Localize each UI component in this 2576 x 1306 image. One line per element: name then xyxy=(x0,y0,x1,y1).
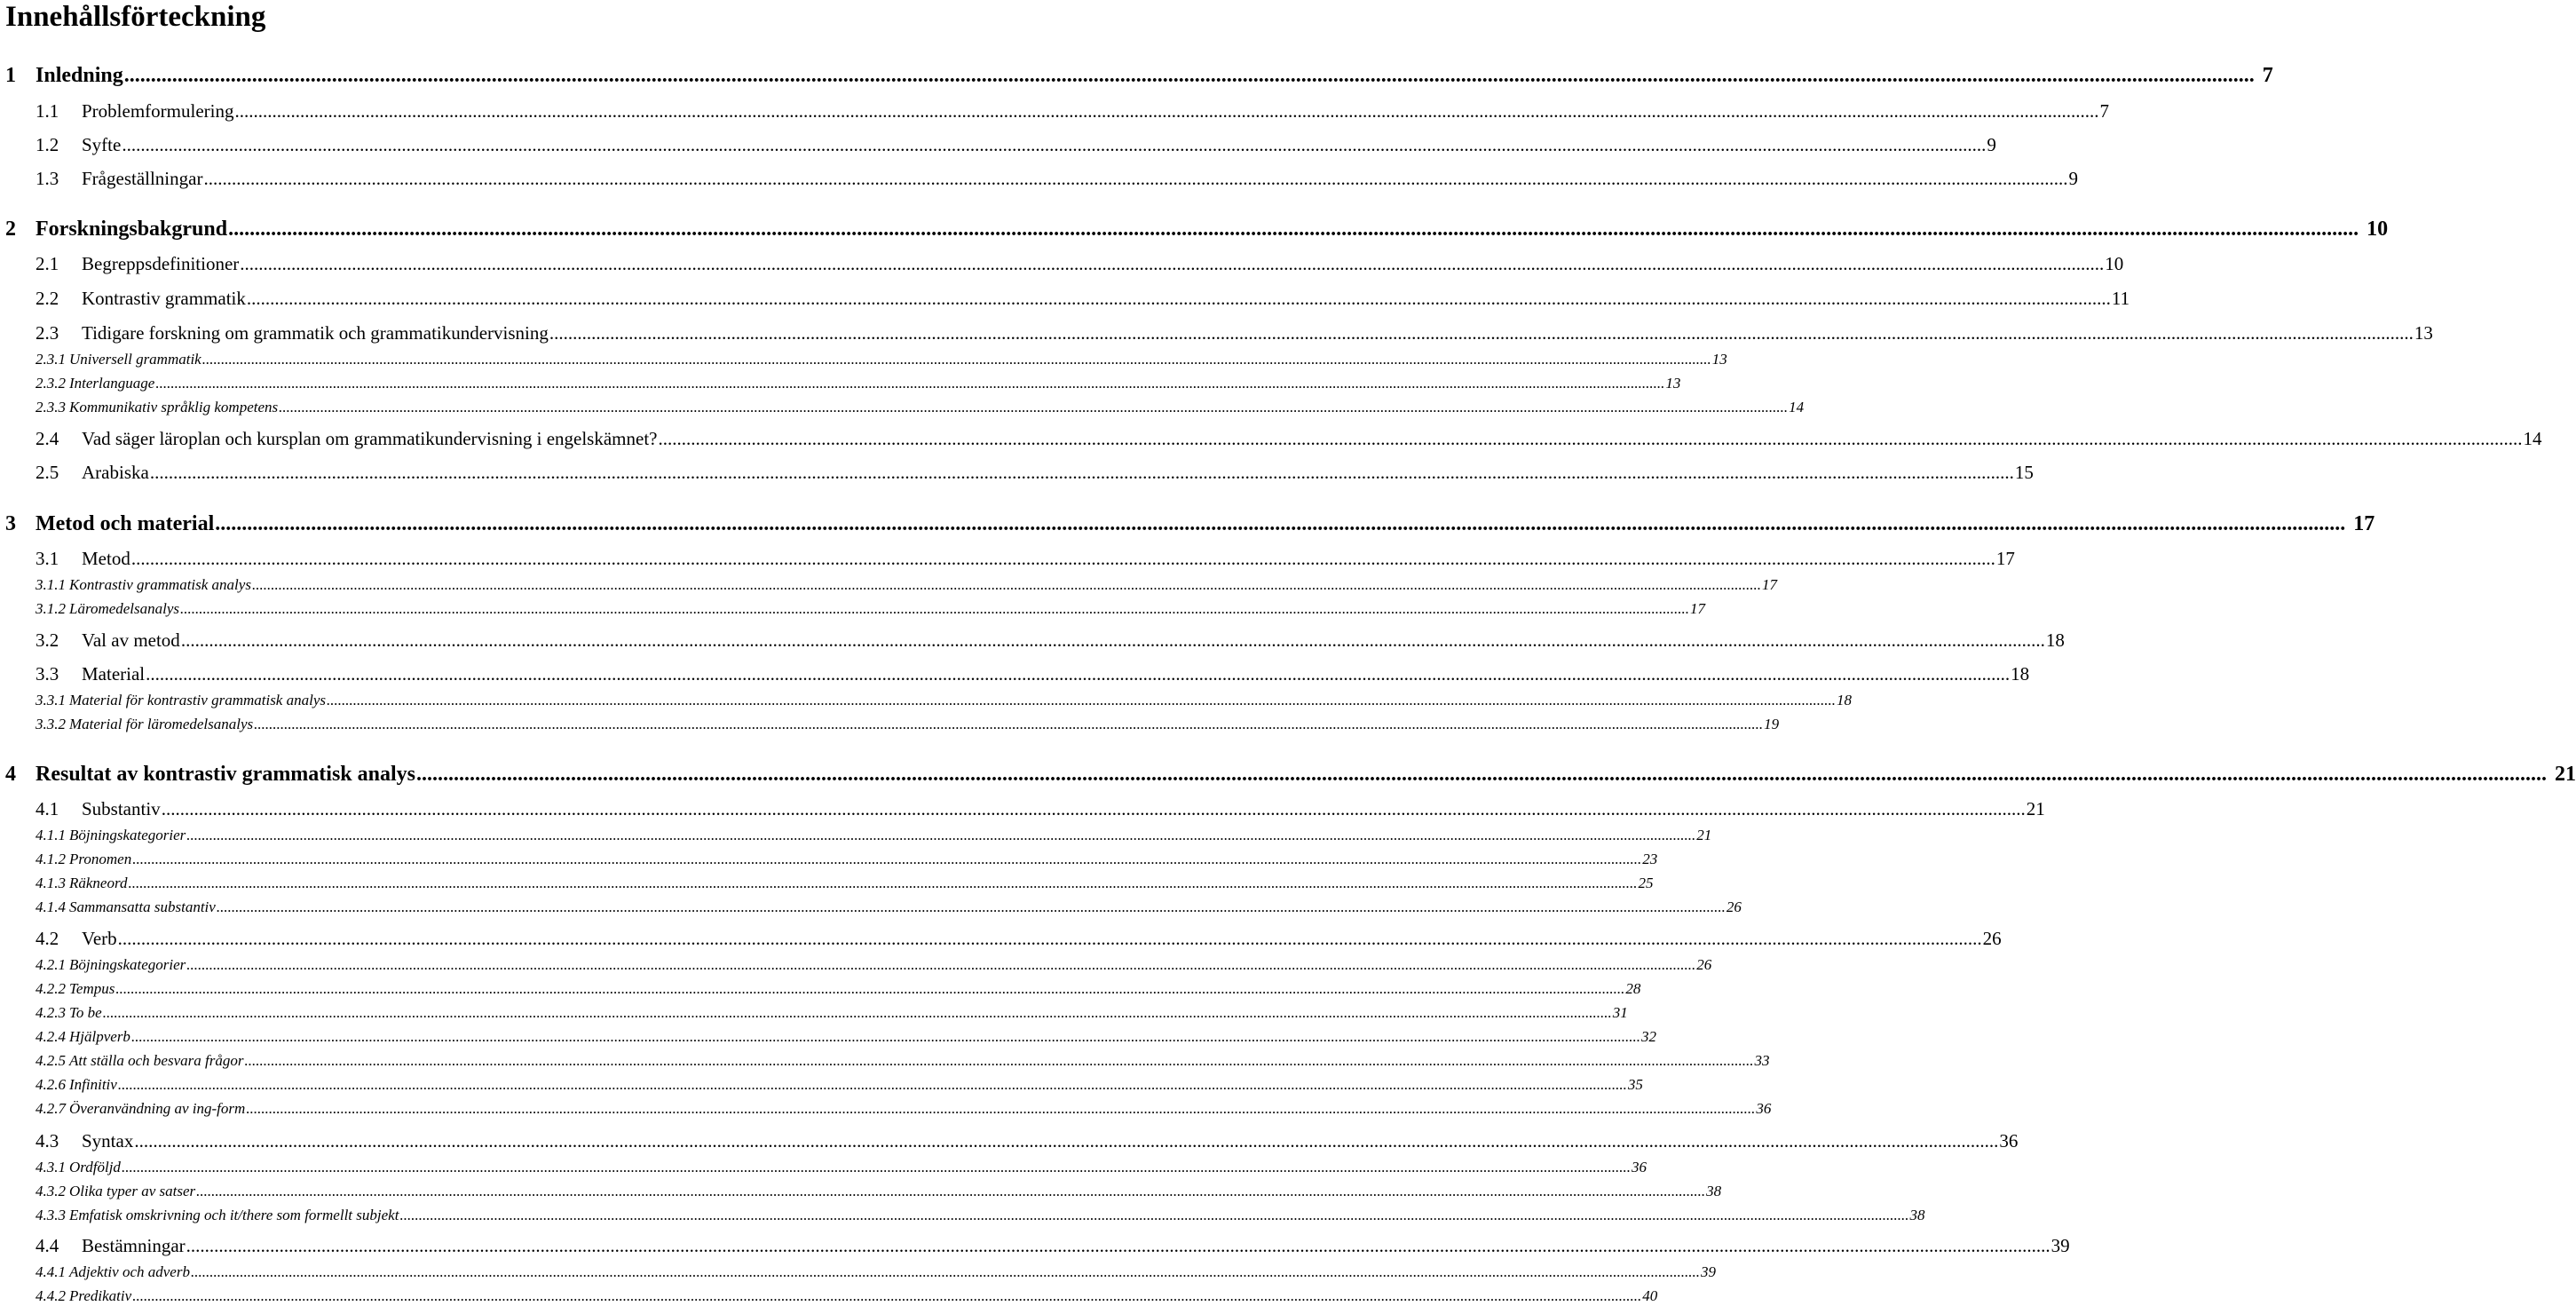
toc-entry-title: Infinitiv xyxy=(69,1076,117,1093)
toc-entry[interactable] xyxy=(0,287,2130,310)
toc-entry-number: 4.4.2 xyxy=(36,1287,66,1304)
toc-leader-dots: ................................................................................................................................................................................................................................................................................................................................................................................................................ xyxy=(161,798,2026,819)
toc-entry-page: 38 xyxy=(1706,1183,1722,1199)
toc-leader-dots: ................................................................................................................................................................................................................................................................................................................................................................................................................ xyxy=(196,1183,1706,1199)
toc-leader-dots: ................................................................................................................................................................................................................................................................................................................................................................................................................ xyxy=(117,1076,1627,1093)
toc-entry-page: 18 xyxy=(2045,629,2065,651)
toc-entry-number: 3 xyxy=(5,512,16,535)
toc-entry[interactable] xyxy=(0,216,2389,242)
toc-entry[interactable] xyxy=(0,1129,2019,1152)
toc-entry-page: 14 xyxy=(2523,428,2542,449)
toc-entry-title: Tidigare forskning om grammatik och grammatikundervisning xyxy=(82,322,549,344)
toc-entry[interactable] xyxy=(0,99,2109,123)
toc-entry[interactable] xyxy=(0,1234,2070,1257)
toc-entry-number: 4.3.3 xyxy=(36,1207,66,1223)
toc-leader-dots: ................................................................................................................................................................................................................................................................................................................................................................................................................ xyxy=(190,1263,1700,1280)
toc-entry[interactable] xyxy=(0,927,2002,950)
toc-leader-dots: ................................................................................................................................................................................................................................................................................................................................................................................................................ xyxy=(130,548,1995,569)
toc-leader-dots: ................................................................................................................................................................................................................................................................................................................................................................................................................ xyxy=(326,692,1836,708)
toc-entry-number: 4.4 xyxy=(36,1235,59,1256)
toc-entry-page: 40 xyxy=(1642,1287,1658,1304)
toc-entry[interactable] xyxy=(0,321,2433,344)
toc-entry-title: Adjektiv och adverb xyxy=(69,1263,190,1280)
toc-entry[interactable] xyxy=(0,575,1777,595)
toc-entry-number: 4.4.1 xyxy=(36,1263,66,1280)
toc-entry[interactable] xyxy=(0,1206,1925,1225)
toc-entry-title: Inledning xyxy=(36,64,123,87)
toc-leader-dots: ................................................................................................................................................................................................................................................................................................................................................................................................................ xyxy=(203,168,2068,189)
toc-entry[interactable] xyxy=(0,1003,1628,1023)
toc-entry-page: 13 xyxy=(2414,322,2433,344)
toc-entry-number: 1.2 xyxy=(36,134,59,155)
toc-entry[interactable] xyxy=(0,797,2045,820)
toc-entry-page: 21 xyxy=(2026,798,2045,819)
toc-entry-title: Resultat av kontrastiv grammatisk analys xyxy=(36,763,416,786)
toc-entry-page: 17 xyxy=(1690,600,1706,617)
toc-entry-number: 3.3.1 xyxy=(36,692,66,708)
toc-entry-page: 9 xyxy=(1987,134,1996,155)
toc-entry-title: Emfatisk omskrivning och it/there som formellt subjekt xyxy=(69,1207,399,1223)
toc-entry[interactable] xyxy=(0,898,1742,917)
toc-leader-dots: ................................................................................................................................................................................................................................................................................................................................................................................................................ xyxy=(134,1130,1999,1152)
toc-entry[interactable] xyxy=(0,850,1658,869)
toc-entry-number: 4.2.3 xyxy=(36,1004,66,1021)
toc-entry-page: 39 xyxy=(2051,1235,2070,1256)
toc-entry-number: 4.3 xyxy=(36,1130,59,1152)
toc-leader-dots: ................................................................................................................................................................................................................................................................................................................................................................................................................ xyxy=(279,399,1789,416)
toc-entry-title: Läromedelsanalys xyxy=(69,600,180,617)
toc-entry[interactable] xyxy=(0,427,2542,450)
toc-entry-number: 3.3.2 xyxy=(36,716,66,732)
toc-entry[interactable] xyxy=(0,1099,1772,1119)
toc-entry-page: 13 xyxy=(1711,351,1727,368)
toc-entry-page: 23 xyxy=(1642,851,1658,867)
toc-entry-number: 2.2 xyxy=(36,288,59,309)
toc-entry-title: Predikativ xyxy=(69,1287,132,1304)
toc-entry-number: 4.1.1 xyxy=(36,827,66,843)
toc-entry-title: Överanvändning av ing-form xyxy=(69,1100,246,1117)
toc-entry-page: 18 xyxy=(2011,663,2030,685)
toc-entry-page: 17 xyxy=(2353,512,2375,535)
toc-entry-title: Syntax xyxy=(82,1130,134,1152)
toc-entry-page: 31 xyxy=(1612,1004,1628,1021)
toc-entry-number: 4.1.3 xyxy=(36,875,66,891)
toc-entry[interactable] xyxy=(0,715,1780,734)
toc-entry[interactable] xyxy=(0,1286,1658,1306)
toc-entry-title: Substantiv xyxy=(82,798,161,819)
toc-leader-dots: ................................................................................................................................................................................................................................................................................................................................................................................................................ xyxy=(251,576,1761,593)
toc-entry-page: 38 xyxy=(1909,1207,1925,1223)
toc-entry[interactable] xyxy=(0,547,2015,570)
toc-entry-page: 19 xyxy=(1764,716,1780,732)
toc-entry-title: Problemformulering xyxy=(82,100,234,122)
toc-entry-number: 1.3 xyxy=(36,168,59,189)
toc-entry[interactable] xyxy=(0,1182,1722,1201)
toc-entry-title: Pronomen xyxy=(69,851,132,867)
toc-entry-number: 2.5 xyxy=(36,462,59,483)
toc-entry-page: 28 xyxy=(1625,980,1641,997)
toc-entry-title: Syfte xyxy=(82,134,122,155)
toc-entry-page: 7 xyxy=(2099,100,2109,122)
toc-leader-dots: ................................................................................................................................................................................................................................................................................................................................................................................................................ xyxy=(102,1004,1612,1021)
toc-entry[interactable] xyxy=(0,826,1712,845)
page-title: Innehållsförteckning xyxy=(5,1,266,33)
toc-leader-dots: ................................................................................................................................................................................................................................................................................................................................................................................................................ xyxy=(246,288,2111,309)
toc-entry-number: 4.2.4 xyxy=(36,1028,66,1045)
toc-entry-title: Metod xyxy=(82,548,130,569)
toc-leader-dots: ................................................................................................................................................................................................................................................................................................................................................................................................................ xyxy=(180,629,2045,651)
toc-entry-title: Räkneord xyxy=(69,875,128,891)
toc-entry[interactable] xyxy=(0,1262,1716,1282)
toc-entry-number: 3.2 xyxy=(36,629,59,651)
toc-leader-dots: ................................................................................................................................................................................................................................................................................................................................................................................................................ xyxy=(180,600,1690,617)
toc-entry[interactable] xyxy=(0,167,2078,190)
toc-entry-page: 7 xyxy=(2262,64,2273,87)
toc-leader-dots: ................................................................................................................................................................................................................................................................................................................................................................................................................ xyxy=(201,351,1711,368)
toc-leader-dots: ................................................................................................................................................................................................................................................................................................................................................................................................................ xyxy=(117,928,1982,949)
toc-entry-title: Bestämningar xyxy=(82,1235,186,1256)
toc-entry-number: 4.2.5 xyxy=(36,1052,66,1069)
toc-leader-dots: ................................................................................................................................................................................................................................................................................................................................................................................................................ xyxy=(244,1052,1754,1069)
toc-entry-page: 36 xyxy=(1631,1159,1647,1175)
toc-entry-title: Böjningskategorier xyxy=(69,956,186,973)
toc-entry[interactable] xyxy=(0,1051,1770,1071)
toc-leader-dots: ................................................................................................................................................................................................................................................................................................................................................................................................................ xyxy=(155,375,1665,392)
toc-entry-number: 4.2 xyxy=(36,928,59,949)
toc-entry-title: Material för kontrastiv grammatisk analys xyxy=(69,692,326,708)
toc-entry[interactable] xyxy=(0,1027,1656,1047)
toc-entry[interactable] xyxy=(0,1158,1647,1177)
toc-entry-page: 13 xyxy=(1665,375,1681,392)
toc-leader-dots: ................................................................................................................................................................................................................................................................................................................................................................................................................ xyxy=(186,1235,2051,1256)
toc-entry-title: Val av metod xyxy=(82,629,180,651)
toc-leader-dots: ................................................................................................................................................................................................................................................................................................................................................................................................................ xyxy=(216,898,1726,915)
toc-entry-page: 14 xyxy=(1789,399,1805,416)
toc-leader-dots: ................................................................................................................................................................................................................................................................................................................................................................................................................ xyxy=(132,851,1642,867)
toc-entry-title: Metod och material xyxy=(36,512,215,535)
toc-entry-number: 4.2.2 xyxy=(36,980,66,997)
toc-entry[interactable] xyxy=(0,398,1805,417)
toc-entry[interactable] xyxy=(0,955,1712,975)
toc-entry-title: Böjningskategorier xyxy=(69,827,186,843)
toc-entry-page: 36 xyxy=(1756,1100,1772,1117)
toc-entry-number: 4.2.6 xyxy=(36,1076,66,1093)
toc-entry-page: 21 xyxy=(2555,763,2576,786)
toc-entry-title: Arabiska xyxy=(82,462,149,483)
toc-entry[interactable] xyxy=(0,252,2124,275)
toc-entry-page: 9 xyxy=(2068,168,2078,189)
toc-entry-page: 26 xyxy=(1982,928,2002,949)
toc-entry-title: Kommunikativ språklig kompetens xyxy=(69,399,279,416)
toc-leader-dots: ................................................................................................................................................................................................................................................................................................................................................................................................................ xyxy=(115,980,1625,997)
toc-entry-page: 11 xyxy=(2111,288,2130,309)
toc-leader-dots: ................................................................................................................................................................................................................................................................................................................................................................................................................ xyxy=(128,875,1638,891)
toc-entry-title: To be xyxy=(69,1004,102,1021)
toc-entry[interactable] xyxy=(0,374,1681,393)
toc-leader-dots: ................................................................................................................................................................................................................................................................................................................................................................................................................ xyxy=(549,322,2414,344)
toc-entry-number: 4.1 xyxy=(36,798,59,819)
toc-entry-title: Material för läromedelsanalys xyxy=(69,716,254,732)
toc-entry-page: 33 xyxy=(1754,1052,1770,1069)
toc-entry-title: Verb xyxy=(82,928,117,949)
toc-leader-dots: ................................................................................................................................................................................................................................................................................................................................................................................................................ xyxy=(399,1207,1909,1223)
toc-entry-page: 18 xyxy=(1836,692,1852,708)
toc-leader-dots: ................................................................................................................................................................................................................................................................................................................................................................................................................ xyxy=(186,827,1696,843)
toc-entry-title: Begreppsdefinitioner xyxy=(82,253,240,274)
toc-leader-dots: ................................................................................................................................................................................................................................................................................................................................................................................................................ xyxy=(149,462,2014,483)
toc-entry-page: 21 xyxy=(1696,827,1712,843)
toc-entry-number: 2.3.2 xyxy=(36,375,66,392)
toc-entry-page: 36 xyxy=(1999,1130,2019,1152)
toc-entry[interactable] xyxy=(0,461,2034,484)
toc-entry-title: Material xyxy=(82,663,146,685)
toc-entry[interactable] xyxy=(0,1075,1643,1095)
toc-entry-page: 15 xyxy=(2014,462,2034,483)
toc-entry-page: 10 xyxy=(2367,218,2389,241)
toc-entry-page: 26 xyxy=(1696,956,1712,973)
toc-entry-page: 39 xyxy=(1700,1263,1716,1280)
toc-entry[interactable] xyxy=(0,599,1706,619)
toc-entry-number: 3.1 xyxy=(36,548,59,569)
toc-entry-page: 17 xyxy=(1995,548,2015,569)
toc-entry-number: 4.1.4 xyxy=(36,898,66,915)
toc-entry-title: Sammansatta substantiv xyxy=(69,898,216,915)
toc-entry-number: 4 xyxy=(5,763,16,786)
toc-leader-dots: ................................................................................................................................................................................................................................................................................................................................................................................................................ xyxy=(130,1028,1640,1045)
toc-entry-page: 32 xyxy=(1640,1028,1656,1045)
toc-leader-dots: ................................................................................................................................................................................................................................................................................................................................................................................................................ xyxy=(240,253,2105,274)
toc-leader-dots: ................................................................................................................................................................................................................................................................................................................................................................................................................ xyxy=(234,100,2099,122)
toc-entry-title: Hjälpverb xyxy=(69,1028,130,1045)
toc-leader-dots: ................................................................................................................................................................................................................................................................................................................................................................................................................ xyxy=(416,763,2548,786)
toc-leader-dots: ................................................................................................................................................................................................................................................................................................................................................................................................................ xyxy=(122,134,1987,155)
toc-entry[interactable] xyxy=(0,979,1641,999)
toc-entry-page: 10 xyxy=(2105,253,2124,274)
toc-leader-dots: ................................................................................................................................................................................................................................................................................................................................................................................................................ xyxy=(658,428,2523,449)
toc-entry-number: 2.3 xyxy=(36,322,59,344)
toc-entry-number: 4.3.2 xyxy=(36,1183,66,1199)
toc-entry-number: 1.1 xyxy=(36,100,59,122)
toc-entry-title: Ordföljd xyxy=(69,1159,121,1175)
toc-entry-title: Att ställa och besvara frågor xyxy=(69,1052,244,1069)
toc-entry-number: 4.3.1 xyxy=(36,1159,66,1175)
toc-entry[interactable] xyxy=(0,629,2065,652)
toc-entry-number: 2.3.3 xyxy=(36,399,66,416)
toc-entry-title: Interlanguage xyxy=(69,375,155,392)
toc-leader-dots: ................................................................................................................................................................................................................................................................................................................................................................................................................ xyxy=(246,1100,1756,1117)
toc-entry[interactable] xyxy=(0,761,2576,788)
toc-entry-number: 2.4 xyxy=(36,428,59,449)
toc-leader-dots: ................................................................................................................................................................................................................................................................................................................................................................................................................ xyxy=(215,512,2346,535)
toc-entry-number: 3.3 xyxy=(36,663,59,685)
toc-entry[interactable] xyxy=(0,62,2273,89)
toc-entry-number: 1 xyxy=(5,64,16,87)
toc-entry-title: Kontrastiv grammatisk analys xyxy=(69,576,251,593)
toc-entry-number: 3.1.2 xyxy=(36,600,66,617)
toc-entry-number: 2 xyxy=(5,218,16,241)
toc-entry[interactable] xyxy=(0,691,1852,710)
toc-entry-page: 26 xyxy=(1726,898,1742,915)
toc-entry[interactable] xyxy=(0,350,1727,369)
toc-entry[interactable] xyxy=(0,133,1996,156)
toc-entry-title: Kontrastiv grammatik xyxy=(82,288,246,309)
toc-entry-number: 2.3.1 xyxy=(36,351,66,368)
toc-entry-number: 4.2.7 xyxy=(36,1100,66,1117)
toc-leader-dots: ................................................................................................................................................................................................................................................................................................................................................................................................................ xyxy=(123,64,2255,87)
toc-entry[interactable] xyxy=(0,874,1654,893)
toc-leader-dots: ................................................................................................................................................................................................................................................................................................................................................................................................................ xyxy=(254,716,1764,732)
toc-entry-page: 35 xyxy=(1627,1076,1643,1093)
toc-entry-title: Tempus xyxy=(69,980,115,997)
toc-entry-page: 25 xyxy=(1638,875,1654,891)
toc-entry-title: Olika typer av satser xyxy=(69,1183,196,1199)
toc-entry-title: Frågeställningar xyxy=(82,168,203,189)
toc-entry-title: Universell grammatik xyxy=(69,351,201,368)
toc-leader-dots: ................................................................................................................................................................................................................................................................................................................................................................................................................ xyxy=(228,218,2359,241)
toc-entry-number: 3.1.1 xyxy=(36,576,66,593)
toc-entry[interactable] xyxy=(0,662,2030,685)
toc-entry-number: 4.1.2 xyxy=(36,851,66,867)
toc-entry-page: 17 xyxy=(1761,576,1777,593)
toc-entry-number: 2.1 xyxy=(36,253,59,274)
toc-leader-dots: ................................................................................................................................................................................................................................................................................................................................................................................................................ xyxy=(132,1287,1642,1304)
toc-entry-title: Forskningsbakgrund xyxy=(36,218,228,241)
toc-leader-dots: ................................................................................................................................................................................................................................................................................................................................................................................................................ xyxy=(186,956,1696,973)
toc-entry[interactable] xyxy=(0,511,2375,537)
toc-entry-number: 4.2.1 xyxy=(36,956,66,973)
toc-entry-title: Vad säger läroplan och kursplan om grammatikundervisning i engelskämnet? xyxy=(82,428,658,449)
toc-leader-dots: ................................................................................................................................................................................................................................................................................................................................................................................................................ xyxy=(121,1159,1631,1175)
toc-leader-dots: ................................................................................................................................................................................................................................................................................................................................................................................................................ xyxy=(146,663,2011,685)
